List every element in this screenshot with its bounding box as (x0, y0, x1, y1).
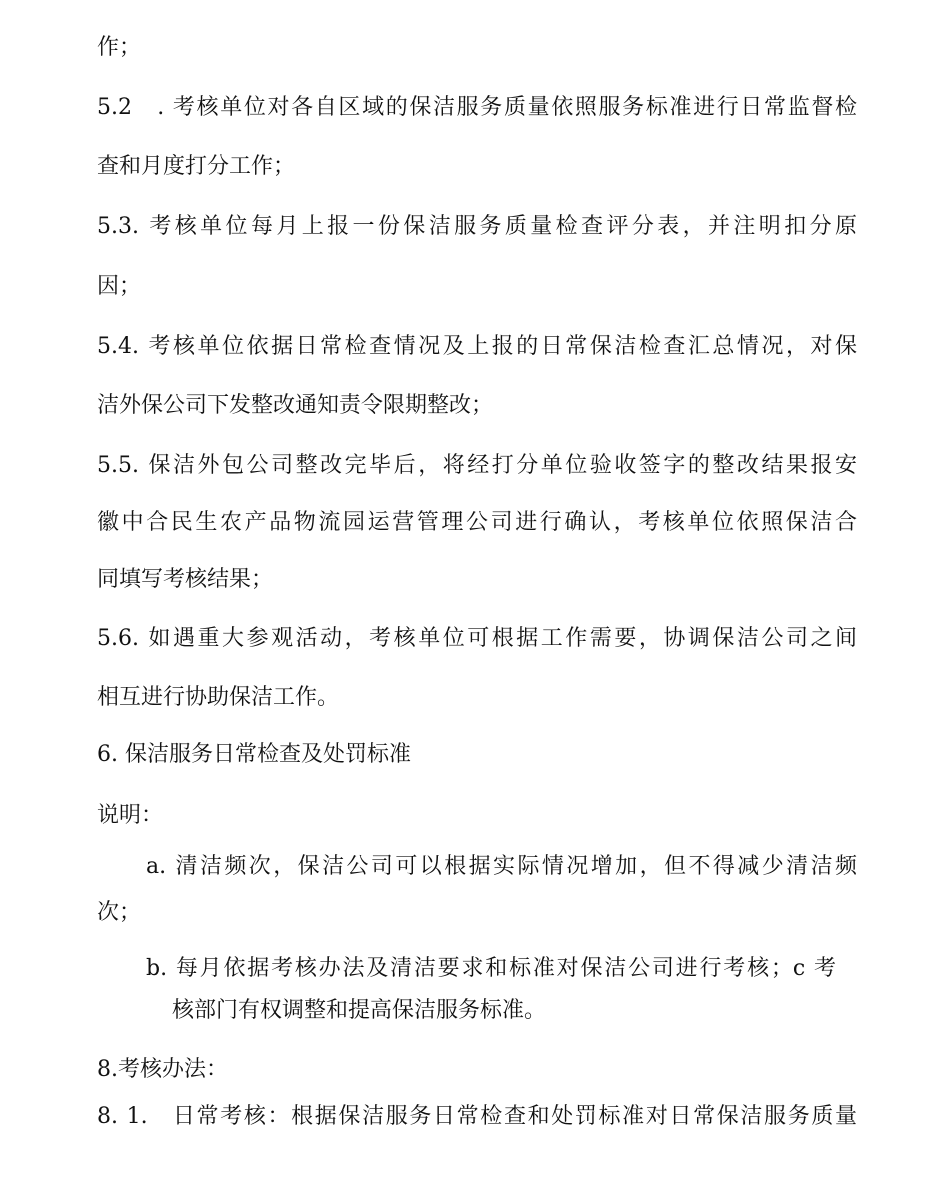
note-label: 说明： (97, 803, 164, 828)
clause-5-2-line-2: 查和月度打分工作； (97, 154, 296, 179)
clause-5-4-line-2: 洁外保公司下发整改通知责令限期整改； (97, 393, 494, 418)
clause-5-3-line-2: 因； (97, 274, 142, 299)
note-item-b-line-2: 核部门有权调整和提高保洁服务标准。 (172, 998, 547, 1023)
clause-5-2-line-1: 5.2 . 考核单位对各自区域的保洁服务质量依照服务标准进行日常监督检 (97, 95, 857, 120)
section-6-heading: 6. 保洁服务日常检查及处罚标准 (97, 742, 411, 767)
clause-5-6-line-1: 5.6. 如遇重大参观活动，考核单位可根据工作需要，协调保洁公司之间 (97, 626, 857, 651)
paragraph-line-continuation: 作； (97, 35, 142, 60)
note-item-a-line-1: a. 清洁频次，保洁公司可以根据实际情况增加，但不得减少清洁频 (146, 854, 857, 879)
clause-5-5-line-2: 徽中合民生农产品物流园运营管理公司进行确认，考核单位依照保洁合 (97, 510, 857, 535)
note-item-b-line-1: b. 每月依据考核办法及清洁要求和标准对保洁公司进行考核；c 考 (146, 956, 836, 981)
note-item-a-line-2: 次； (97, 900, 142, 925)
clause-5-5-line-1: 5.5. 保洁外包公司整改完毕后，将经打分单位验收签字的整改结果报安 (97, 453, 857, 478)
clause-5-3-line-1: 5.3. 考核单位每月上报一份保洁服务质量检查评分表，并注明扣分原 (97, 214, 857, 239)
section-8-heading: 8.考核办法： (97, 1057, 228, 1082)
clause-8-1-line-1: 8. 1. 日常考核：根据保洁服务日常检查和处罚标准对日常保洁服务质量 (97, 1104, 857, 1129)
clause-5-4-line-1: 5.4. 考核单位依据日常检查情况及上报的日常保洁检查汇总情况，对保 (97, 334, 857, 359)
clause-5-6-line-2: 相互进行协助保洁工作。 (97, 685, 340, 710)
clause-5-5-line-3: 同填写考核结果； (97, 567, 274, 592)
